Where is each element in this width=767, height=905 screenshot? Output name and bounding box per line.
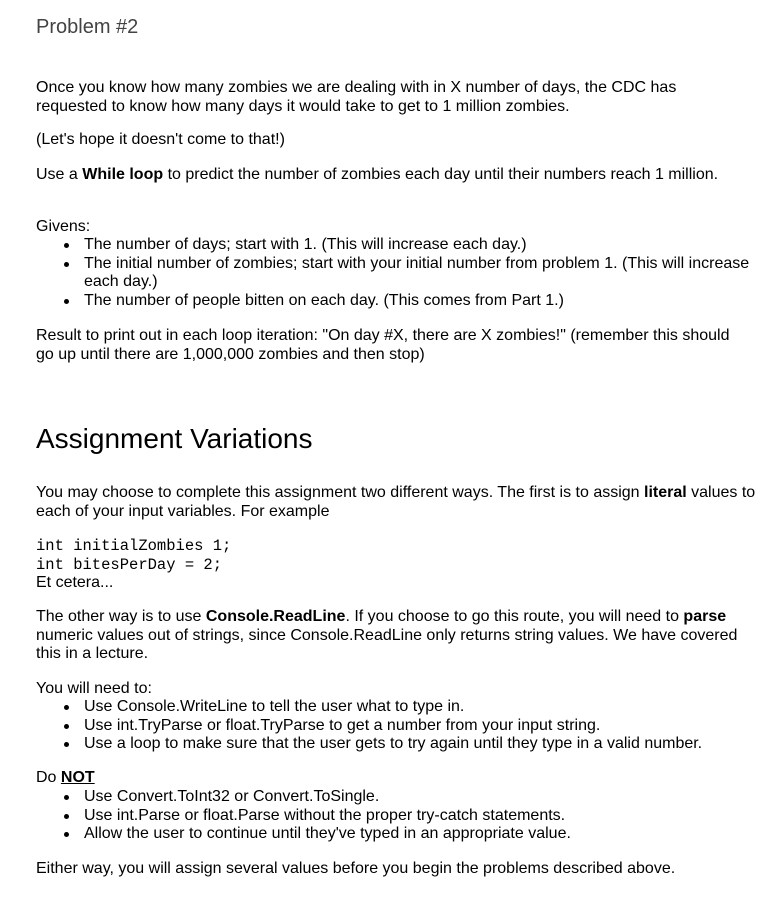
- givens-label: Givens:: [36, 218, 91, 235]
- either-way-paragraph: Either way, you will assign several values before you begin the problems described above.: [36, 860, 676, 877]
- other-way-paragraph: [36, 608, 748, 664]
- list-item: Use Convert.ToInt32 or Convert.ToSingle.: [36, 788, 761, 807]
- code-example: [36, 537, 231, 574]
- parse-term: parse: [683, 608, 727, 625]
- donot-list: [36, 788, 761, 844]
- section-heading: Assignment Variations: [36, 423, 313, 454]
- list-item: Use int.TryParse or float.TryParse to get a number from your input string.: [36, 717, 761, 736]
- while-suffix: to predict the number of zombies each day until their numbers reach 1 million.: [163, 166, 719, 183]
- readline-term: Console.ReadLine: [205, 608, 346, 625]
- intro-paragraph: Once you know how many zombies we are dealing with in X number of days, the CDC has requested to know how many days it would take to get to 1 million zombies.: [36, 79, 677, 115]
- while-prefix: Use a: [36, 166, 83, 183]
- list-item: The initial number of zombies; start with your initial number from problem 1. (This will increase each day.): [36, 255, 756, 292]
- other-suffix: numeric values out of strings, since Console.ReadLine only returns string values. We have covered this in a lecture.: [36, 626, 738, 662]
- while-loop-term: While loop: [82, 166, 164, 183]
- list-item: The number of days; start with 1. (This will increase each day.): [36, 236, 761, 255]
- other-prefix: The other way is to use: [36, 608, 206, 625]
- list-item: The number of people bitten on each day. (This comes from Part 1.): [36, 292, 761, 311]
- donot-prefix: Do: [36, 769, 61, 786]
- etcetera-text: Et cetera...: [36, 574, 114, 591]
- need-label: You will need to:: [36, 680, 152, 697]
- choose-prefix: You may choose to complete this assignment two different ways. The first is to assign: [36, 484, 645, 501]
- problem-title: Problem #2: [36, 16, 139, 38]
- not-emphasis: NOT: [60, 769, 95, 786]
- donot-label: [36, 769, 95, 788]
- result-paragraph: Result to print out in each loop iteration: "On day #X, there are X zombies!" (remember this should go up until there are 1,000,000 zombies and then stop): [36, 327, 730, 363]
- need-list: [36, 698, 761, 754]
- choose-suffix: values to each of your input variables. For example: [36, 484, 756, 520]
- givens-list: [36, 236, 761, 310]
- list-item: Allow the user to continue until they've typed in an appropriate value.: [36, 825, 761, 844]
- while-loop-paragraph: [36, 166, 736, 185]
- literal-term: literal: [644, 484, 687, 501]
- list-item: Use a loop to make sure that the user gets to try again until they type in a valid number.: [36, 735, 761, 754]
- list-item: Use Console.WriteLine to tell the user what to type in.: [36, 698, 761, 717]
- code-line: int bitesPerDay = 2;: [36, 555, 223, 574]
- list-item: Use int.Parse or float.Parse without the proper try-catch statements.: [36, 807, 761, 826]
- hope-paragraph: (Let's hope it doesn't come to that!): [36, 131, 285, 148]
- other-mid: . If you choose to go this route, you will need to: [345, 608, 684, 625]
- choose-paragraph: [36, 484, 761, 521]
- code-line: int initialZombies 1;: [36, 537, 232, 555]
